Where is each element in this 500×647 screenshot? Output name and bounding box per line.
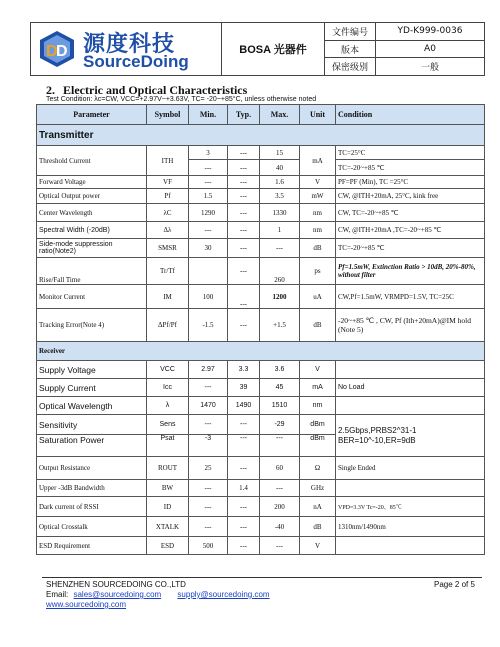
symbol-cell: ITH: [147, 146, 189, 176]
col-header: Parameter: [37, 105, 147, 125]
unit-cell: V: [300, 537, 336, 555]
min-cell: 100: [189, 285, 228, 309]
param-cell: Output Resistance: [37, 457, 147, 480]
max-cell: 200: [260, 497, 300, 517]
document-title: BOSA 光器件: [222, 23, 325, 75]
max-cell: 1200: [260, 285, 300, 309]
typ-cell: ---: [228, 537, 260, 555]
typ-cell: ---: [228, 415, 260, 435]
min-cell: ---: [189, 379, 228, 397]
section-number: 2.: [46, 83, 55, 97]
max-cell: 1330: [260, 204, 300, 222]
cond-cell: [336, 397, 485, 415]
meta-key: 保密级别: [325, 58, 376, 75]
symbol-cell: SMSR: [147, 239, 189, 258]
unit-cell: dBm: [300, 435, 336, 457]
symbol-cell: Tr/Tf: [147, 258, 189, 285]
symbol-cell: ESD: [147, 537, 189, 555]
website-link[interactable]: www.sourcedoing.com: [46, 600, 127, 609]
param-cell: Threshold Current: [37, 146, 147, 176]
table-row: [37, 517, 485, 537]
col-header: Min.: [189, 105, 228, 125]
symbol-cell: λ: [147, 397, 189, 415]
max-cell: 15: [260, 146, 300, 160]
cond-cell: -20~+85 ℃ , CW, Pf (Ith+20mA)@IM hold (Note 5): [336, 309, 485, 342]
typ-cell: ---: [228, 517, 260, 537]
table-row: [37, 285, 485, 309]
typ-cell: ---: [228, 258, 260, 285]
unit-cell: nm: [300, 222, 336, 239]
symbol-cell: ROUT: [147, 457, 189, 480]
symbol-cell: XTALK: [147, 517, 189, 537]
unit-cell: Ω: [300, 457, 336, 480]
min-cell: 30: [189, 239, 228, 258]
min-cell: -1.5: [189, 309, 228, 342]
min-cell: ---: [189, 160, 228, 176]
meta-value: 一般: [420, 63, 439, 74]
max-cell: 1.6: [260, 176, 300, 189]
table-row: [37, 397, 485, 415]
unit-cell: dB: [300, 239, 336, 258]
cond-cell: TC=-20~+85 ℃: [336, 160, 485, 176]
unit-cell: mA: [300, 379, 336, 397]
table-row: [37, 189, 485, 204]
max-cell: 260: [260, 258, 300, 285]
typ-cell: ---: [228, 189, 260, 204]
footer-company: SHENZHEN SOURCEDOING CO.,LTD: [46, 580, 186, 589]
footer-page-number: Page 2 of 5: [434, 580, 475, 589]
email-link-supply[interactable]: supply@sourcedoing.com: [177, 590, 270, 599]
sourcedoing-logo-icon: [37, 29, 77, 69]
max-cell: ---: [260, 537, 300, 555]
table-row: [37, 457, 485, 480]
cond-cell: PF=PF (Min), TC =25°C: [336, 176, 485, 189]
param-cell: Upper -3dB Bandwidth: [37, 480, 147, 497]
meta-value: A0: [424, 44, 436, 54]
param-cell: Optical Crosstalk: [37, 517, 147, 537]
typ-cell: ---: [228, 176, 260, 189]
table-row: [37, 480, 485, 497]
cond-cell: CW, TC=-20~+85 ℃: [336, 204, 485, 222]
table-row: [37, 415, 485, 435]
cond-cell: VPD=3.3V Tc=-20、85℃: [336, 497, 485, 517]
unit-cell: dB: [300, 517, 336, 537]
table-row: [37, 222, 485, 239]
max-cell: ---: [260, 435, 300, 457]
meta-value: YD-K999-0036: [397, 26, 463, 37]
param-cell: Rise/Fall Time: [37, 258, 147, 285]
symbol-cell: Icc: [147, 379, 189, 397]
min-cell: [189, 258, 228, 285]
cond-cell: CW, @ITH+20mA, 25°C, kink free: [336, 189, 485, 204]
param-cell: Spectral Width (-20dB): [37, 222, 147, 239]
meta-key: 文件编号: [325, 23, 376, 40]
min-cell: ---: [189, 415, 228, 435]
meta-row: [325, 41, 484, 59]
col-header: Condition: [336, 105, 485, 125]
cond-cell: Single Ended: [336, 457, 485, 480]
unit-cell: GHz: [300, 480, 336, 497]
typ-cell: 1490: [228, 397, 260, 415]
typ-cell: ---: [228, 457, 260, 480]
max-cell: 3.5: [260, 189, 300, 204]
min-cell: ---: [189, 517, 228, 537]
param-cell: Optical Output power: [37, 189, 147, 204]
param-cell: Optical Wavelength: [37, 397, 147, 415]
typ-cell: ---: [228, 435, 260, 457]
min-cell: 1290: [189, 204, 228, 222]
max-cell: 60: [260, 457, 300, 480]
typ-cell: ---: [228, 204, 260, 222]
max-cell: -40: [260, 517, 300, 537]
table-row: [37, 239, 485, 258]
svg-text:D: D: [56, 43, 68, 60]
unit-cell: ps: [300, 258, 336, 285]
col-header: Max.: [260, 105, 300, 125]
param-cell: Dark current of RSSI: [37, 497, 147, 517]
cond-cell: TC=-20~+85 ℃: [336, 239, 485, 258]
typ-cell: ---: [228, 285, 260, 309]
unit-cell: dB: [300, 309, 336, 342]
company-name-cn: 源度科技: [83, 32, 176, 57]
cond-cell: [336, 480, 485, 497]
table-row: [37, 258, 485, 285]
symbol-cell: BW: [147, 480, 189, 497]
section-label: Transmitter: [37, 125, 485, 146]
param-cell: ESD Requirement: [37, 537, 147, 555]
table-row: [37, 379, 485, 397]
max-cell: +1.5: [260, 309, 300, 342]
section-label: Receiver: [37, 342, 485, 361]
param-cell: Monitor Current: [37, 285, 147, 309]
min-cell: 1.5: [189, 189, 228, 204]
max-cell: 45: [260, 379, 300, 397]
unit-cell: V: [300, 176, 336, 189]
table-row: [37, 497, 485, 517]
meta-key: 版本: [325, 41, 376, 58]
svg-text:D: D: [46, 43, 58, 60]
symbol-cell: Pf: [147, 189, 189, 204]
meta-row: [325, 58, 484, 75]
table-row: [37, 176, 485, 189]
unit-cell: nm: [300, 204, 336, 222]
footer-email-label: Email:: [46, 590, 69, 599]
cond-cell: [336, 361, 485, 379]
meta-row: [325, 23, 484, 41]
param-cell: Forward Voltage: [37, 176, 147, 189]
cond-cell: [336, 537, 485, 555]
symbol-cell: VCC: [147, 361, 189, 379]
symbol-cell: Psat: [147, 435, 189, 457]
max-cell: 1: [260, 222, 300, 239]
unit-cell: V: [300, 361, 336, 379]
document-header: [30, 22, 485, 76]
unit-cell: mW: [300, 189, 336, 204]
param-cell: Supply Current: [37, 379, 147, 397]
max-cell: 40: [260, 160, 300, 176]
symbol-cell: ID: [147, 497, 189, 517]
footer-email-line: [46, 590, 270, 599]
company-name-en: SourceDoing: [83, 52, 189, 71]
section-row-transmitter: [37, 125, 485, 146]
min-cell: 500: [189, 537, 228, 555]
max-cell: ---: [260, 480, 300, 497]
cond-cell: 1310nm/1490nm: [336, 517, 485, 537]
unit-cell: nA: [300, 497, 336, 517]
unit-cell: nm: [300, 397, 336, 415]
company-logo: [31, 23, 222, 75]
section-title-text: Electric and Optical Characteristics: [63, 83, 248, 97]
characteristics-table: [36, 104, 485, 555]
symbol-cell: Sens: [147, 415, 189, 435]
param-cell: Sensitivity: [37, 415, 147, 435]
table-row: [37, 146, 485, 160]
col-header: Typ.: [228, 105, 260, 125]
cond-cell: CW, @ITH+20mA ,TC=-20~+85 ℃: [336, 222, 485, 239]
min-cell: -3: [189, 435, 228, 457]
test-condition: Test Condition: λc=CW, VCC=+2.97V~+3.63V, TC= -20~+85°C, unless otherwise noted: [46, 96, 317, 103]
min-cell: 1470: [189, 397, 228, 415]
min-cell: 25: [189, 457, 228, 480]
symbol-cell: ΔPf/Pf: [147, 309, 189, 342]
cond-cell: TC=25°C: [336, 146, 485, 160]
col-header: Unit: [300, 105, 336, 125]
footer-divider: [42, 577, 482, 578]
unit-cell: uA: [300, 285, 336, 309]
param-cell: Supply Voltage: [37, 361, 147, 379]
table-row: [37, 204, 485, 222]
param-cell: Tracking Error(Note 4): [37, 309, 147, 342]
min-cell: ---: [189, 176, 228, 189]
cond-cell: Pf=1.5mW, Extinction Ratio > 10dB, 20%-80%, without filter: [336, 258, 485, 285]
max-cell: ---: [260, 239, 300, 258]
typ-cell: 1.4: [228, 480, 260, 497]
param-cell: Center Wavelength: [37, 204, 147, 222]
table-row: [37, 309, 485, 342]
typ-cell: ---: [228, 160, 260, 176]
unit-cell: dBm: [300, 415, 336, 435]
param-cell: Saturation Power: [37, 435, 147, 457]
table-header-row: [37, 105, 485, 125]
min-cell: ---: [189, 497, 228, 517]
min-cell: ---: [189, 480, 228, 497]
max-cell: -29: [260, 415, 300, 435]
typ-cell: ---: [228, 497, 260, 517]
col-header: Symbol: [147, 105, 189, 125]
symbol-cell: VF: [147, 176, 189, 189]
param-cell: Side-mode suppression ratio(Note2): [37, 239, 147, 258]
typ-cell: ---: [228, 146, 260, 160]
symbol-cell: Δλ: [147, 222, 189, 239]
max-cell: 1510: [260, 397, 300, 415]
symbol-cell: IM: [147, 285, 189, 309]
typ-cell: 39: [228, 379, 260, 397]
email-link-sales[interactable]: sales@sourcedoing.com: [73, 590, 162, 599]
unit-cell: mA: [300, 146, 336, 176]
typ-cell: ---: [228, 309, 260, 342]
max-cell: 3.6: [260, 361, 300, 379]
cond-cell: CW,Pf=1.5mW, VRMPD=1.5V, TC=25C: [336, 285, 485, 309]
typ-cell: ---: [228, 222, 260, 239]
typ-cell: 3.3: [228, 361, 260, 379]
symbol-cell: λC: [147, 204, 189, 222]
table-row: [37, 537, 485, 555]
section-row-receiver: [37, 342, 485, 361]
min-cell: ---: [189, 222, 228, 239]
min-cell: 2.97: [189, 361, 228, 379]
table-row: [37, 361, 485, 379]
typ-cell: ---: [228, 239, 260, 258]
min-cell: 3: [189, 146, 228, 160]
cond-cell: No Load: [336, 379, 485, 397]
cond-cell: 2.5Gbps,PRBS2^31-1 BER=10^-10,ER=9dB: [336, 415, 485, 457]
document-meta: [325, 23, 484, 75]
